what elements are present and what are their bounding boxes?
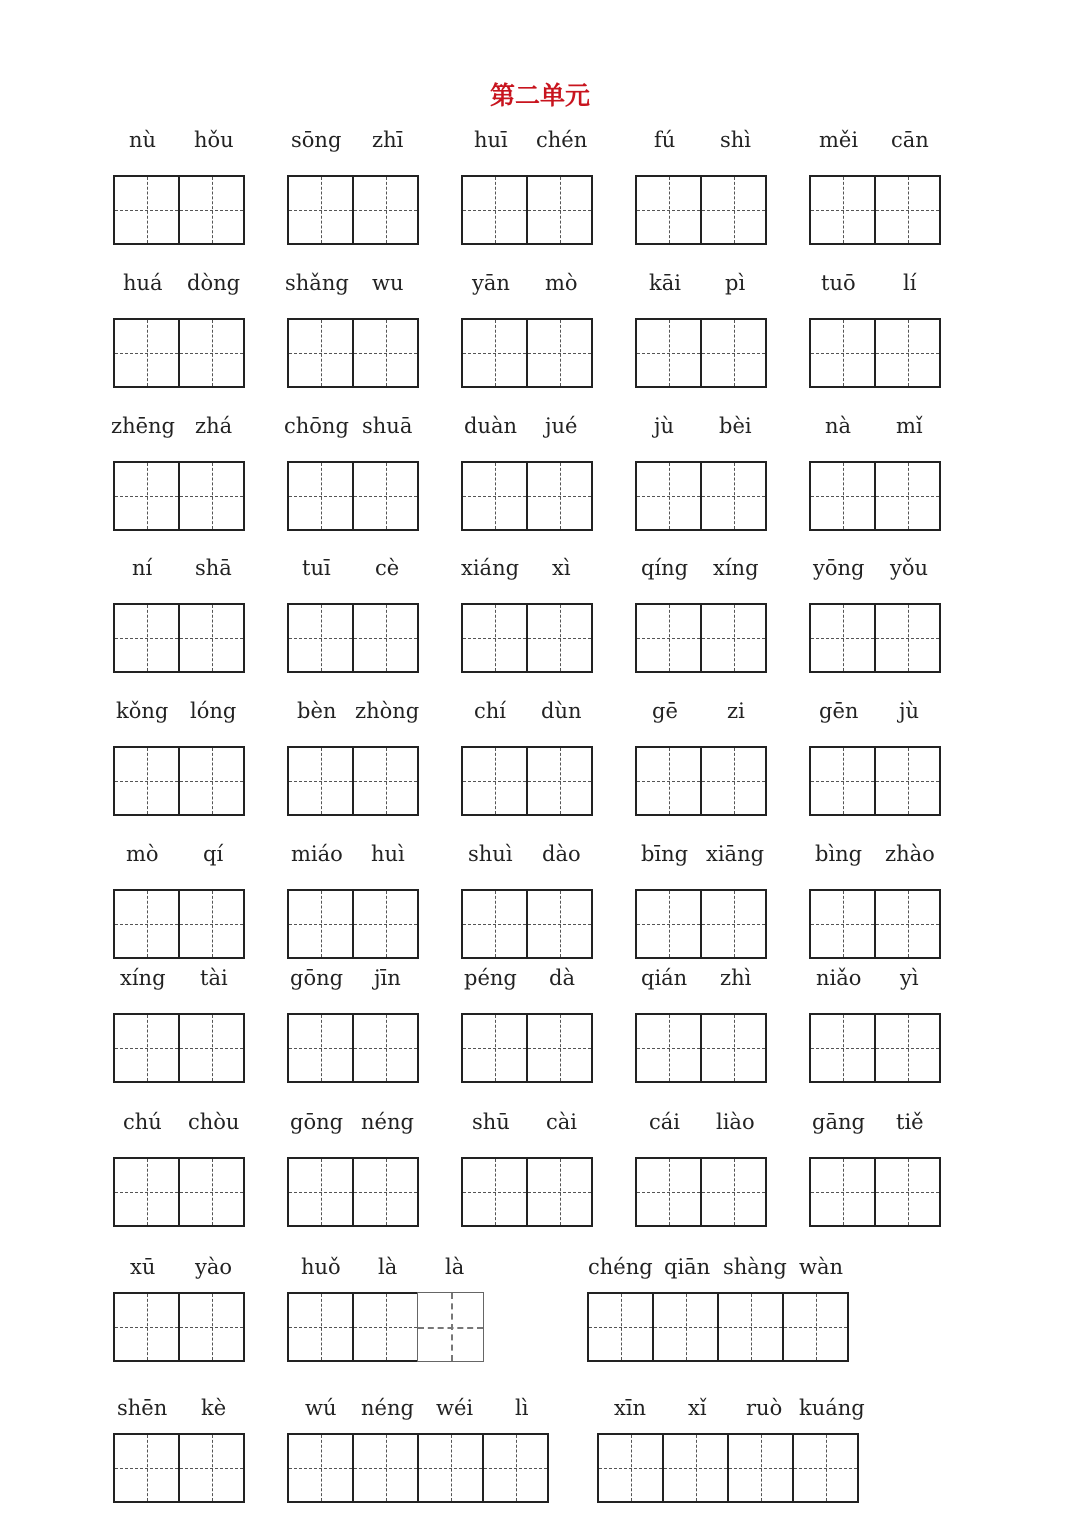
- pinyin: tiě: [896, 1110, 924, 1134]
- pinyin: ruò: [746, 1396, 783, 1420]
- writing-boxes[interactable]: [597, 1433, 859, 1503]
- pinyin: gē: [652, 699, 678, 723]
- writing-boxes[interactable]: [809, 175, 941, 245]
- writing-boxes[interactable]: [809, 603, 941, 673]
- character-cell[interactable]: [700, 889, 767, 959]
- pinyin: jù: [899, 699, 920, 723]
- character-cell[interactable]: [461, 175, 528, 245]
- writing-boxes[interactable]: [809, 1157, 941, 1227]
- character-cell[interactable]: [809, 461, 876, 531]
- character-cell[interactable]: [113, 1292, 180, 1362]
- pinyin: kǒng: [116, 699, 169, 723]
- pinyin: wàn: [799, 1255, 844, 1279]
- character-cell[interactable]: [700, 746, 767, 816]
- pinyin: shā: [195, 556, 232, 580]
- pinyin: cài: [546, 1110, 577, 1134]
- pinyin: zhì: [720, 966, 752, 990]
- pinyin: měi: [819, 128, 859, 152]
- character-cell[interactable]: [526, 746, 593, 816]
- character-cell[interactable]: [526, 889, 593, 959]
- writing-boxes[interactable]: [113, 175, 245, 245]
- character-cell[interactable]: [635, 746, 702, 816]
- pinyin: zhào: [885, 842, 935, 866]
- character-cell[interactable]: [717, 1292, 784, 1362]
- character-cell[interactable]: [113, 1433, 180, 1503]
- character-cell[interactable]: [635, 889, 702, 959]
- character-cell[interactable]: [809, 889, 876, 959]
- character-cell[interactable]: [874, 889, 941, 959]
- character-cell[interactable]: [352, 1433, 419, 1503]
- character-cell[interactable]: [461, 889, 528, 959]
- pinyin: zi: [727, 699, 745, 723]
- character-cell[interactable]: [352, 746, 419, 816]
- pinyin: shì: [720, 128, 752, 152]
- pinyin: cái: [649, 1110, 680, 1134]
- character-cell[interactable]: [352, 461, 419, 531]
- writing-boxes[interactable]: [635, 746, 767, 816]
- character-cell[interactable]: [461, 1157, 528, 1227]
- character-cell[interactable]: [178, 889, 245, 959]
- writing-boxes[interactable]: [287, 1157, 419, 1227]
- pinyin: cān: [891, 128, 929, 152]
- pinyin: gāng: [812, 1110, 865, 1134]
- pinyin: néng: [361, 1110, 414, 1134]
- pinyin: kè: [201, 1396, 227, 1420]
- pinyin: niǎo: [816, 966, 862, 990]
- pinyin: jīn: [374, 966, 401, 990]
- character-cell[interactable]: [461, 1013, 528, 1083]
- pinyin: tài: [200, 966, 228, 990]
- pinyin: lì: [515, 1396, 529, 1420]
- character-cell[interactable]: [178, 1292, 245, 1362]
- pinyin: wéi: [436, 1396, 474, 1420]
- character-cell[interactable]: [635, 461, 702, 531]
- writing-boxes[interactable]: [287, 1292, 484, 1362]
- character-cell[interactable]: [700, 1157, 767, 1227]
- character-cell[interactable]: [809, 175, 876, 245]
- pinyin: gōng: [290, 1110, 344, 1134]
- character-cell[interactable]: [652, 1292, 719, 1362]
- writing-boxes[interactable]: [635, 889, 767, 959]
- character-cell[interactable]: [287, 461, 354, 531]
- character-cell[interactable]: [113, 1013, 180, 1083]
- writing-boxes[interactable]: [809, 461, 941, 531]
- character-cell[interactable]: [727, 1433, 794, 1503]
- character-cell[interactable]: [809, 603, 876, 673]
- character-cell[interactable]: [809, 318, 876, 388]
- pinyin: lóng: [190, 699, 237, 723]
- character-cell[interactable]: [178, 318, 245, 388]
- pinyin: fú: [654, 128, 676, 152]
- writing-boxes[interactable]: [287, 1433, 549, 1503]
- writing-boxes[interactable]: [287, 746, 419, 816]
- writing-boxes[interactable]: [287, 461, 419, 531]
- pinyin: yǒu: [890, 556, 929, 580]
- writing-boxes[interactable]: [287, 603, 419, 673]
- character-cell[interactable]: [587, 1292, 654, 1362]
- pinyin: pì: [725, 271, 746, 295]
- character-cell[interactable]: [526, 1013, 593, 1083]
- pinyin: chén: [536, 128, 588, 152]
- writing-boxes[interactable]: [809, 1013, 941, 1083]
- pinyin: ní: [132, 556, 153, 580]
- character-cell[interactable]: [597, 1433, 664, 1503]
- character-cell[interactable]: [635, 175, 702, 245]
- writing-boxes[interactable]: [809, 889, 941, 959]
- writing-boxes[interactable]: [287, 318, 419, 388]
- pinyin: sōng: [291, 128, 342, 152]
- pinyin: xiāng: [706, 842, 765, 866]
- writing-boxes[interactable]: [113, 889, 245, 959]
- pinyin: chí: [474, 699, 507, 723]
- writing-boxes[interactable]: [587, 1292, 849, 1362]
- character-cell[interactable]: [178, 746, 245, 816]
- character-cell[interactable]: [352, 889, 419, 959]
- pinyin: zhēng: [111, 414, 175, 438]
- pinyin: qí: [203, 842, 224, 866]
- pinyin: hǒu: [194, 128, 234, 152]
- pinyin: kāi: [649, 271, 681, 295]
- pinyin: tuī: [302, 556, 331, 580]
- character-cell[interactable]: [178, 1433, 245, 1503]
- pinyin: néng: [361, 1396, 414, 1420]
- pinyin: xǐ: [688, 1396, 707, 1420]
- character-cell[interactable]: [874, 1157, 941, 1227]
- pinyin: qián: [641, 966, 688, 990]
- pinyin: liào: [716, 1110, 755, 1134]
- character-cell[interactable]: [287, 889, 354, 959]
- pinyin: gēn: [819, 699, 859, 723]
- pinyin: bèn: [297, 699, 337, 723]
- character-cell[interactable]: [874, 318, 941, 388]
- character-cell[interactable]: [809, 746, 876, 816]
- writing-boxes[interactable]: [635, 603, 767, 673]
- writing-boxes[interactable]: [635, 1157, 767, 1227]
- pinyin: là: [445, 1255, 465, 1279]
- writing-boxes[interactable]: [113, 1013, 245, 1083]
- writing-boxes[interactable]: [461, 1013, 593, 1083]
- character-cell[interactable]: [113, 461, 180, 531]
- pinyin: xíng: [120, 966, 166, 990]
- writing-boxes[interactable]: [113, 1433, 245, 1503]
- character-cell[interactable]: [526, 175, 593, 245]
- character-cell[interactable]: [874, 603, 941, 673]
- character-cell[interactable]: [113, 603, 180, 673]
- writing-boxes[interactable]: [461, 461, 593, 531]
- pinyin: zhá: [195, 414, 233, 438]
- character-cell[interactable]: [874, 175, 941, 245]
- character-cell[interactable]: [526, 461, 593, 531]
- writing-boxes[interactable]: [113, 461, 245, 531]
- pinyin: dào: [542, 842, 581, 866]
- writing-boxes[interactable]: [113, 746, 245, 816]
- character-cell[interactable]: [809, 1013, 876, 1083]
- character-cell[interactable]: [809, 1157, 876, 1227]
- pinyin: gōng: [290, 966, 344, 990]
- pinyin: xíng: [713, 556, 759, 580]
- pinyin: shuì: [468, 842, 513, 866]
- pinyin: yōng: [813, 556, 865, 580]
- pinyin: bīng: [641, 842, 689, 866]
- pinyin: jué: [545, 414, 578, 438]
- character-cell[interactable]: [635, 1157, 702, 1227]
- character-cell[interactable]: [287, 1292, 354, 1362]
- character-cell[interactable]: [352, 318, 419, 388]
- pinyin: huì: [371, 842, 405, 866]
- writing-boxes[interactable]: [461, 746, 593, 816]
- character-cell[interactable]: [700, 1013, 767, 1083]
- character-cell[interactable]: [178, 461, 245, 531]
- character-cell[interactable]: [113, 1157, 180, 1227]
- character-cell[interactable]: [113, 889, 180, 959]
- pinyin: huǒ: [301, 1255, 341, 1279]
- writing-boxes[interactable]: [461, 603, 593, 673]
- character-cell[interactable]: [782, 1292, 849, 1362]
- pinyin: kuáng: [799, 1396, 865, 1420]
- pinyin: shǎng: [285, 271, 349, 295]
- pinyin: cè: [375, 556, 400, 580]
- pinyin: shuā: [362, 414, 413, 438]
- pinyin: zhī: [372, 128, 404, 152]
- character-cell[interactable]: [482, 1433, 549, 1503]
- writing-boxes[interactable]: [113, 1292, 245, 1362]
- pinyin: jù: [654, 414, 675, 438]
- character-cell[interactable]: [352, 1292, 419, 1362]
- writing-boxes[interactable]: [287, 175, 419, 245]
- character-cell[interactable]: [417, 1433, 484, 1503]
- writing-boxes[interactable]: [113, 603, 245, 673]
- character-cell[interactable]: [874, 746, 941, 816]
- character-cell[interactable]: [700, 461, 767, 531]
- writing-boxes[interactable]: [635, 175, 767, 245]
- character-cell[interactable]: [287, 746, 354, 816]
- pinyin: huá: [123, 271, 163, 295]
- character-cell[interactable]: [526, 603, 593, 673]
- writing-boxes[interactable]: [461, 318, 593, 388]
- pinyin: xiáng: [461, 556, 520, 580]
- writing-boxes[interactable]: [113, 1157, 245, 1227]
- character-cell[interactable]: [113, 175, 180, 245]
- character-cell[interactable]: [635, 1013, 702, 1083]
- pinyin: dùn: [541, 699, 582, 723]
- character-cell[interactable]: [178, 603, 245, 673]
- pinyin: huī: [474, 128, 508, 152]
- pinyin: chōng: [284, 414, 349, 438]
- writing-boxes[interactable]: [635, 318, 767, 388]
- character-cell[interactable]: [417, 1292, 484, 1362]
- pinyin: zhòng: [355, 699, 420, 723]
- pinyin: bèi: [719, 414, 752, 438]
- pinyin: shū: [472, 1110, 510, 1134]
- character-cell[interactable]: [461, 746, 528, 816]
- pinyin: qíng: [641, 556, 689, 580]
- writing-boxes[interactable]: [287, 889, 419, 959]
- character-cell[interactable]: [526, 318, 593, 388]
- pinyin: wu: [372, 271, 404, 295]
- character-cell[interactable]: [178, 175, 245, 245]
- writing-boxes[interactable]: [287, 1013, 419, 1083]
- character-cell[interactable]: [526, 1157, 593, 1227]
- character-cell[interactable]: [874, 461, 941, 531]
- character-cell[interactable]: [662, 1433, 729, 1503]
- character-cell[interactable]: [461, 318, 528, 388]
- character-cell[interactable]: [178, 1013, 245, 1083]
- character-cell[interactable]: [352, 1157, 419, 1227]
- character-cell[interactable]: [874, 1013, 941, 1083]
- character-cell[interactable]: [700, 175, 767, 245]
- character-cell[interactable]: [287, 175, 354, 245]
- character-cell[interactable]: [461, 461, 528, 531]
- page-title: 第二单元: [489, 81, 590, 110]
- character-cell[interactable]: [792, 1433, 859, 1503]
- writing-boxes[interactable]: [809, 746, 941, 816]
- pinyin: là: [378, 1255, 398, 1279]
- character-cell[interactable]: [700, 318, 767, 388]
- pinyin: qiān: [664, 1255, 711, 1279]
- pinyin: nù: [129, 128, 157, 152]
- pinyin: xū: [130, 1255, 156, 1279]
- writing-boxes[interactable]: [809, 318, 941, 388]
- pinyin: shàng: [723, 1255, 787, 1279]
- character-cell[interactable]: [461, 603, 528, 673]
- writing-boxes[interactable]: [635, 1013, 767, 1083]
- pinyin: dà: [549, 966, 575, 990]
- pinyin: xì: [552, 556, 571, 580]
- writing-boxes[interactable]: [113, 318, 245, 388]
- pinyin: shēn: [117, 1396, 168, 1420]
- pinyin: xīn: [614, 1396, 647, 1420]
- character-cell[interactable]: [352, 603, 419, 673]
- pinyin: wú: [305, 1396, 337, 1420]
- pinyin: mò: [126, 842, 159, 866]
- character-cell[interactable]: [700, 603, 767, 673]
- writing-boxes[interactable]: [635, 461, 767, 531]
- character-cell[interactable]: [287, 318, 354, 388]
- character-cell[interactable]: [113, 318, 180, 388]
- character-cell[interactable]: [635, 603, 702, 673]
- pinyin: lí: [903, 271, 917, 295]
- character-cell[interactable]: [352, 175, 419, 245]
- pinyin: chú: [123, 1110, 162, 1134]
- character-cell[interactable]: [287, 1433, 354, 1503]
- pinyin: miáo: [291, 842, 343, 866]
- pinyin: mò: [545, 271, 578, 295]
- character-cell[interactable]: [287, 603, 354, 673]
- character-cell[interactable]: [178, 1157, 245, 1227]
- writing-boxes[interactable]: [461, 175, 593, 245]
- pinyin: dòng: [187, 271, 241, 295]
- pinyin: bìng: [815, 842, 863, 866]
- pinyin: yào: [195, 1255, 233, 1279]
- pinyin: chéng: [588, 1255, 653, 1279]
- pinyin: mǐ: [896, 414, 923, 438]
- pinyin: tuō: [821, 271, 856, 295]
- pinyin: péng: [464, 966, 517, 990]
- character-cell[interactable]: [287, 1157, 354, 1227]
- writing-boxes[interactable]: [461, 889, 593, 959]
- pinyin: yān: [472, 271, 510, 295]
- character-cell[interactable]: [113, 746, 180, 816]
- pinyin: duàn: [464, 414, 518, 438]
- character-cell[interactable]: [635, 318, 702, 388]
- pinyin: chòu: [188, 1110, 240, 1134]
- pinyin: yì: [900, 966, 919, 990]
- writing-boxes[interactable]: [461, 1157, 593, 1227]
- pinyin: nà: [825, 414, 852, 438]
- character-cell[interactable]: [287, 1013, 354, 1083]
- character-cell[interactable]: [352, 1013, 419, 1083]
